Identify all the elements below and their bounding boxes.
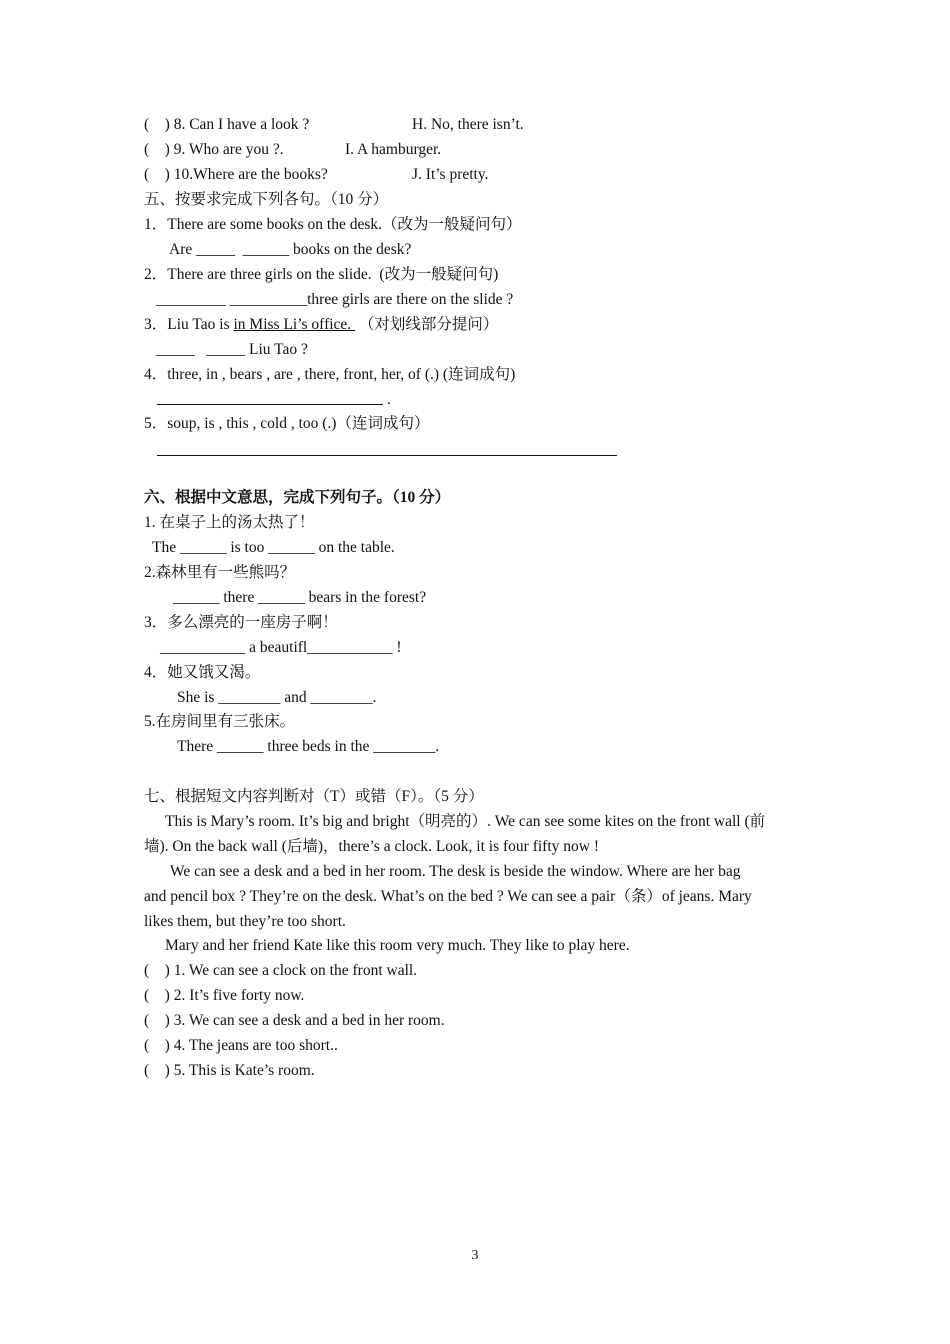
passage-line: Mary and her friend Kate like this room very much. They like to play here. [165,937,630,954]
section5-q5: 5．soup, is , this , cold , too (.)（连词成句） [144,415,430,432]
tf-question-5: ( ) 5. This is Kate’s room. [144,1062,315,1079]
section6-q4-cn: 4．她又饿又渴。 [144,664,261,681]
section5-q2-answer: _________ __________three girls are there on the slide ? [156,291,514,308]
tf-question-3: ( ) 3. We can see a desk and a bed in her room. [144,1012,445,1029]
page-number: 3 [471,1248,479,1263]
section6-q4-en: She is ________ and ________. [177,689,377,706]
tf-question-1: ( ) 1. We can see a clock on the front wall. [144,962,418,979]
tf-question-4: ( ) 4. The jeans are too short.. [144,1037,338,1054]
tf-question-2: ( ) 2. It’s five forty now. [144,987,305,1004]
section5-q3-answer: _____ _____ Liu Tao ? [156,341,308,358]
section6-q1-en: The ______ is too ______ on the table. [152,539,395,556]
section5-q3-post: （对划线部分提问） [355,316,499,333]
section5-q4-answer-line [157,404,383,405]
match-question-9: ( ) 9. Who are you ?. [144,141,284,158]
section5-q4-answer-period: . [387,391,391,408]
section6-q2-en: ______ there ______ bears in the forest? [173,589,427,606]
section5-q3 [144,315,498,335]
match-answer-i: I. A hamburger. [345,141,442,158]
passage-line: and pencil box ? They’re on the desk. What’s on the bed ? We can see a pair（条）of jeans. Mary [144,888,752,905]
section6-q3-en: ___________ a beautifl___________ ! [160,639,402,656]
section5-q3-pre: 3．Liu Tao is [144,316,234,333]
section6-q5-cn: 5.在房间里有三张床。 [144,713,296,730]
section5-q1: 1．There are some books on the desk.（改为一般疑问句） [144,216,522,233]
section5-q5-answer-line [157,455,617,456]
section5-q2: 2．There are three girls on the slide. (改为一般疑问句) [144,266,499,283]
section7-heading: 七、根据短文内容判断对（T）或错（F）。（5 分） [144,788,484,805]
match-answer-j: J. It’s pretty. [412,166,489,183]
section6-heading: 六、根据中文意思，完成下列句子。（10 分） [144,489,451,506]
passage-line: We can see a desk and a bed in her room. The desk is beside the window. Where are her bag [170,863,741,880]
passage-line: 墙). On the back wall (后墙)，there’s a clock. Look, it is four fifty now ! [144,838,599,855]
section6-q2-cn: 2.森林里有一些熊吗？ [144,564,296,581]
passage-line: This is Mary’s room. It’s big and bright（明亮的）. We can see some kites on the front wall (前 [165,813,766,830]
section6-q3-cn: 3．多么漂亮的一座房子啊！ [144,614,338,631]
match-answer-h: H. No, there isn’t. [412,116,524,133]
match-question-10: ( ) 10.Where are the books? [144,166,328,183]
section5-q3-underlined: in Miss Li’s office. [233,316,356,333]
section5-q4: 4．three, in , bears , are , there, front, her, of (.) (连词成句) [144,366,516,383]
section5-heading: 五、按要求完成下列各句。（10 分） [144,191,389,208]
passage-line: likes them, but they’re too short. [144,913,346,930]
section5-q1-answer: Are _____ ______ books on the desk? [169,241,412,258]
section6-q1-cn: 1. 在桌子上的汤太热了！ [144,514,315,531]
match-question-8: ( ) 8. Can I have a look ? [144,116,310,133]
section6-q5-en: There ______ three beds in the ________. [177,738,440,755]
